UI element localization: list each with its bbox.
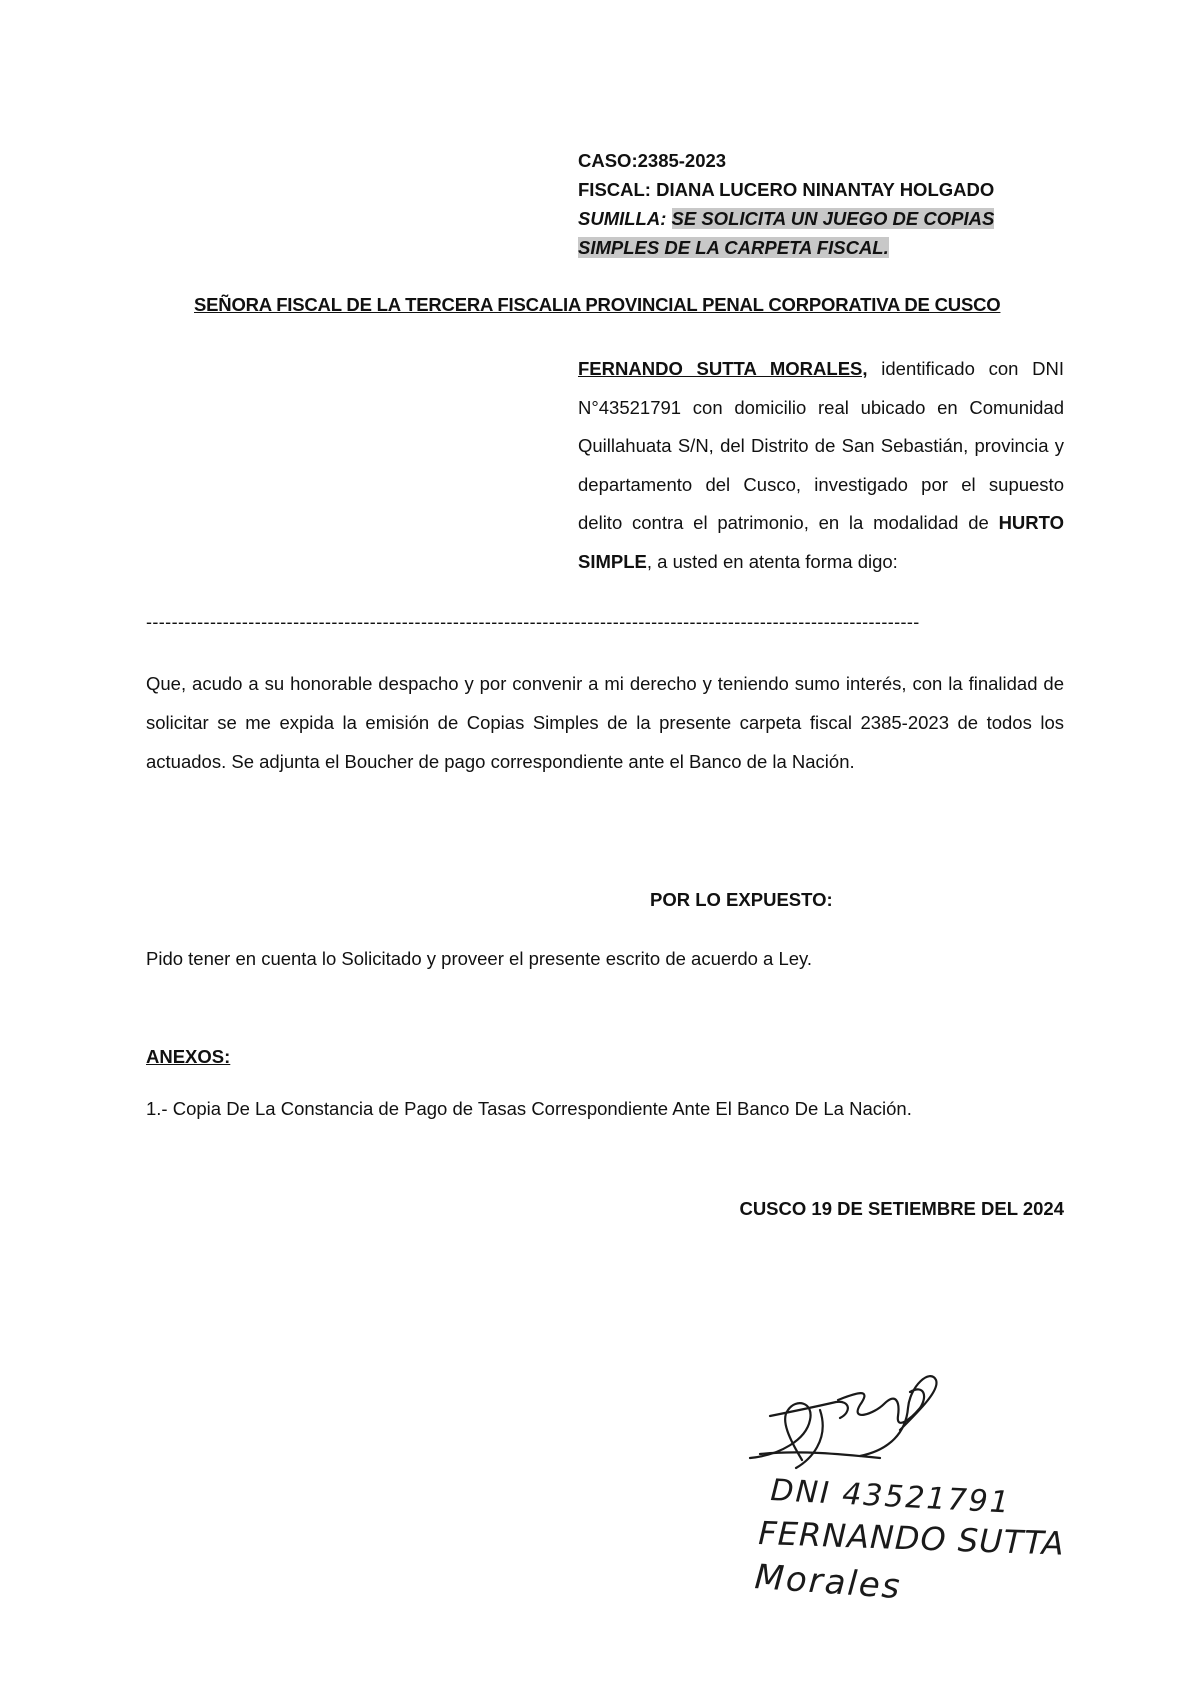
signature-name-1: FERNANDO SUTTA (757, 1514, 1066, 1563)
body-paragraph: Que, acudo a su honorable despacho y por convenir a mi derecho y teniendo sumo interés, con la finalidad de solicitar se me expida la emisión de Copias Simples de la presente carpeta fiscal 2385-2023 de todos los actuados. Se adjunta el Boucher de pago correspondiente ante el Banco de la Nación. (146, 673, 1064, 772)
sumilla-label: SUMILLA: (578, 208, 667, 229)
addressee-heading: SEÑORA FISCAL DE LA TERCERA FISCALIA PROVINCIAL PENAL CORPORATIVA DE CUSCO (194, 294, 1001, 315)
signature-dni: DNI 43521791 (769, 1473, 1012, 1521)
intro-paragraph (578, 350, 1064, 581)
signature-name-2: Morales (753, 1557, 903, 1608)
sumilla (578, 204, 1064, 233)
fiscal-name: FISCAL: DIANA LUCERO NINANTAY HOLGADO (578, 179, 995, 200)
dashed-divider: ------------------------------------------------------------------------------------------------------------------------- (146, 612, 920, 632)
sumilla-continued (578, 233, 1064, 262)
date-line: CUSCO 19 DE SETIEMBRE DEL 2024 (739, 1198, 1064, 1219)
request-sentence: Pido tener en cuenta lo Solicitado y proveer el presente escrito de acuerdo a Ley. (146, 948, 813, 969)
intro-text-2: , a usted en atenta forma digo: (646, 550, 898, 572)
handwritten-signature (740, 1350, 1080, 1610)
intro-text-1: identificado con DNI N°43521791 con domicilio real ubicado en Comunidad Quillahuata S/N, del Distrito de San Sebastián, provincia y departamento del Cusco, investigado por el supuesto delito contra el patrimonio, en la modalidad de (578, 358, 1064, 533)
anexos-heading: ANEXOS: (146, 1046, 231, 1067)
header-block (578, 146, 1064, 262)
crime-type: HURTO SIMPLE (578, 512, 1064, 572)
petitioner-name: FERNANDO SUTTA MORALES, (578, 358, 868, 379)
signature-underline (760, 1452, 880, 1458)
sumilla-text-2: SIMPLES DE LA CARPETA FISCAL. (578, 237, 889, 258)
sumilla-text-1: SE SOLICITA UN JUEGO DE COPIAS (671, 208, 995, 229)
por-lo-expuesto-heading: POR LO EXPUESTO: (650, 889, 833, 910)
case-number: CASO:2385-2023 (578, 150, 727, 171)
anexo-item: 1.- Copia De La Constancia de Pago de Tasas Correspondiente Ante El Banco De La Nación. (146, 1098, 912, 1119)
